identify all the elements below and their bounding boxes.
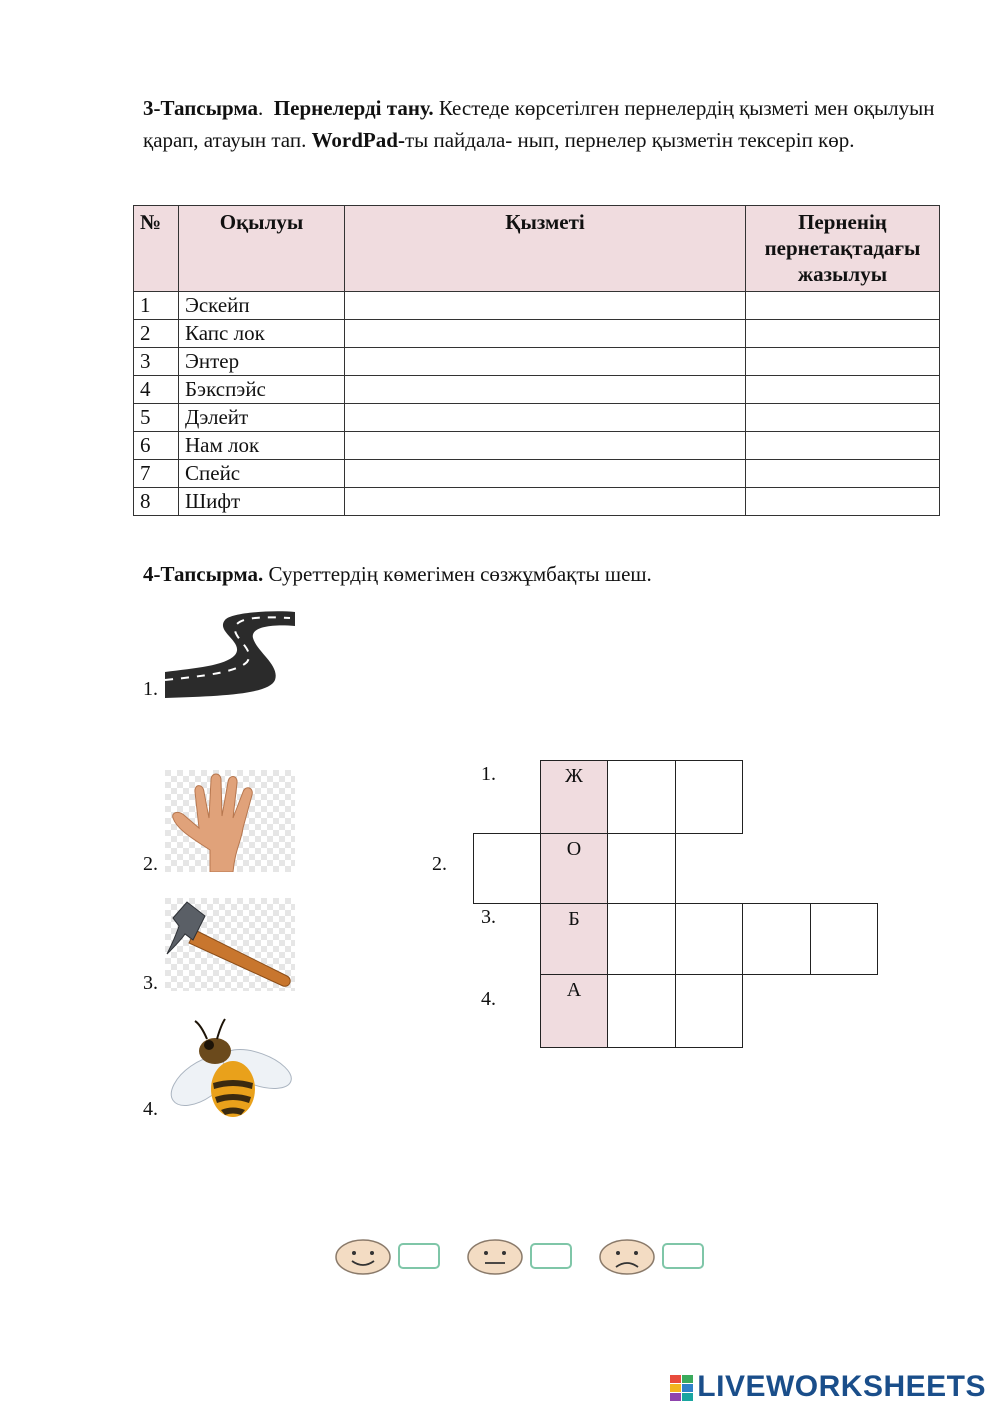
function-input-cell[interactable] <box>345 460 746 488</box>
table-row <box>134 320 940 348</box>
picture-label-1: 1. <box>143 678 158 700</box>
wordpad-label: WordPad- <box>311 128 405 152</box>
crossword-cell[interactable] <box>607 903 676 975</box>
row-number: 7 <box>134 460 179 488</box>
crossword-cell-key: Ж <box>540 760 608 834</box>
crossword-cell[interactable] <box>607 760 676 834</box>
function-input-cell[interactable] <box>345 376 746 404</box>
crossword-cell[interactable] <box>810 903 878 975</box>
picture-label-4: 4. <box>143 1098 158 1120</box>
task3-dot: . <box>258 96 264 120</box>
header-reading: Оқылуы <box>179 206 345 292</box>
table-row <box>134 488 940 516</box>
task3-text1: Кестеде көрсетілген пернелердің қызметі мен оқылуын қарап, атауын тап. <box>143 96 935 152</box>
row-number: 8 <box>134 488 179 516</box>
key-label-input-cell[interactable] <box>746 404 940 432</box>
crossword-label-2: 2. <box>432 853 447 875</box>
row-reading: Нам лок <box>179 432 345 460</box>
table-row <box>134 376 940 404</box>
task4-paragraph <box>143 560 652 588</box>
crossword-cell[interactable] <box>675 760 743 834</box>
key-label-input-cell[interactable] <box>746 432 940 460</box>
task3-paragraph <box>143 92 943 156</box>
row-number: 4 <box>134 376 179 404</box>
function-input-cell[interactable] <box>345 488 746 516</box>
task3-title: 3-Тапсырма <box>143 96 259 120</box>
row-reading: Дэлейт <box>179 404 345 432</box>
sad-face-icon <box>598 1238 656 1276</box>
bee-icon <box>165 1017 295 1119</box>
sad-checkbox[interactable] <box>662 1243 704 1269</box>
happy-face-icon <box>334 1238 392 1276</box>
crossword-cell[interactable] <box>473 833 541 904</box>
row-number: 6 <box>134 432 179 460</box>
crossword-cell[interactable] <box>675 903 743 975</box>
neutral-checkbox[interactable] <box>530 1243 572 1269</box>
table-row <box>134 432 940 460</box>
header-function: Қызметі <box>345 206 746 292</box>
crossword-cell[interactable] <box>742 903 811 975</box>
crossword-cell[interactable] <box>675 974 743 1048</box>
task3-subtitle: Пернелерді тану. <box>273 96 434 120</box>
task4-title: 4-Тапсырма. <box>143 562 264 586</box>
row-reading: Капс лок <box>179 320 345 348</box>
crossword-cell-key: Б <box>540 903 608 975</box>
row-reading: Энтер <box>179 348 345 376</box>
row-reading: Эскейп <box>179 292 345 320</box>
table-header-row <box>134 206 940 292</box>
key-label-input-cell[interactable] <box>746 460 940 488</box>
picture-label-3: 3. <box>143 972 158 994</box>
picture-label-2: 2. <box>143 853 158 875</box>
crossword-cell-key: А <box>540 974 608 1048</box>
key-label-input-cell[interactable] <box>746 376 940 404</box>
key-label-input-cell[interactable] <box>746 320 940 348</box>
function-input-cell[interactable] <box>345 432 746 460</box>
crossword-cell[interactable] <box>607 974 676 1048</box>
crossword-label-3: 3. <box>481 906 496 928</box>
header-key-label: Перненің пернетақтадағы жазылуы <box>746 206 940 292</box>
table-row <box>134 348 940 376</box>
liveworksheets-logo <box>670 1370 986 1404</box>
task4-text: Суреттердің көмегімен сөзжұмбақты шеш. <box>263 562 652 586</box>
function-input-cell[interactable] <box>345 292 746 320</box>
happy-checkbox[interactable] <box>398 1243 440 1269</box>
key-label-input-cell[interactable] <box>746 488 940 516</box>
row-number: 5 <box>134 404 179 432</box>
header-number: № <box>134 206 179 292</box>
hand-icon <box>165 770 295 872</box>
key-label-input-cell[interactable] <box>746 292 940 320</box>
row-number: 2 <box>134 320 179 348</box>
row-reading: Спейс <box>179 460 345 488</box>
row-number: 1 <box>134 292 179 320</box>
road-icon <box>165 610 295 698</box>
table-row <box>134 460 940 488</box>
table-row <box>134 404 940 432</box>
neutral-face-icon <box>466 1238 524 1276</box>
liveworksheets-logo-icon <box>670 1375 694 1401</box>
row-reading: Шифт <box>179 488 345 516</box>
key-label-input-cell[interactable] <box>746 348 940 376</box>
crossword-label-1: 1. <box>481 763 496 785</box>
task3-text2: ты пайдала- нып, пернелер қызметін тексеріп көр. <box>404 128 855 152</box>
function-input-cell[interactable] <box>345 348 746 376</box>
row-reading: Бэкспэйс <box>179 376 345 404</box>
brand-name: LIVEWORKSHEETS <box>697 1370 986 1403</box>
crossword-cell[interactable] <box>607 833 676 904</box>
function-input-cell[interactable] <box>345 404 746 432</box>
keys-table <box>133 205 940 516</box>
function-input-cell[interactable] <box>345 320 746 348</box>
hammer-icon <box>165 898 295 991</box>
crossword-label-4: 4. <box>481 988 496 1010</box>
table-row <box>134 292 940 320</box>
row-number: 3 <box>134 348 179 376</box>
crossword-cell-key: О <box>540 833 608 904</box>
